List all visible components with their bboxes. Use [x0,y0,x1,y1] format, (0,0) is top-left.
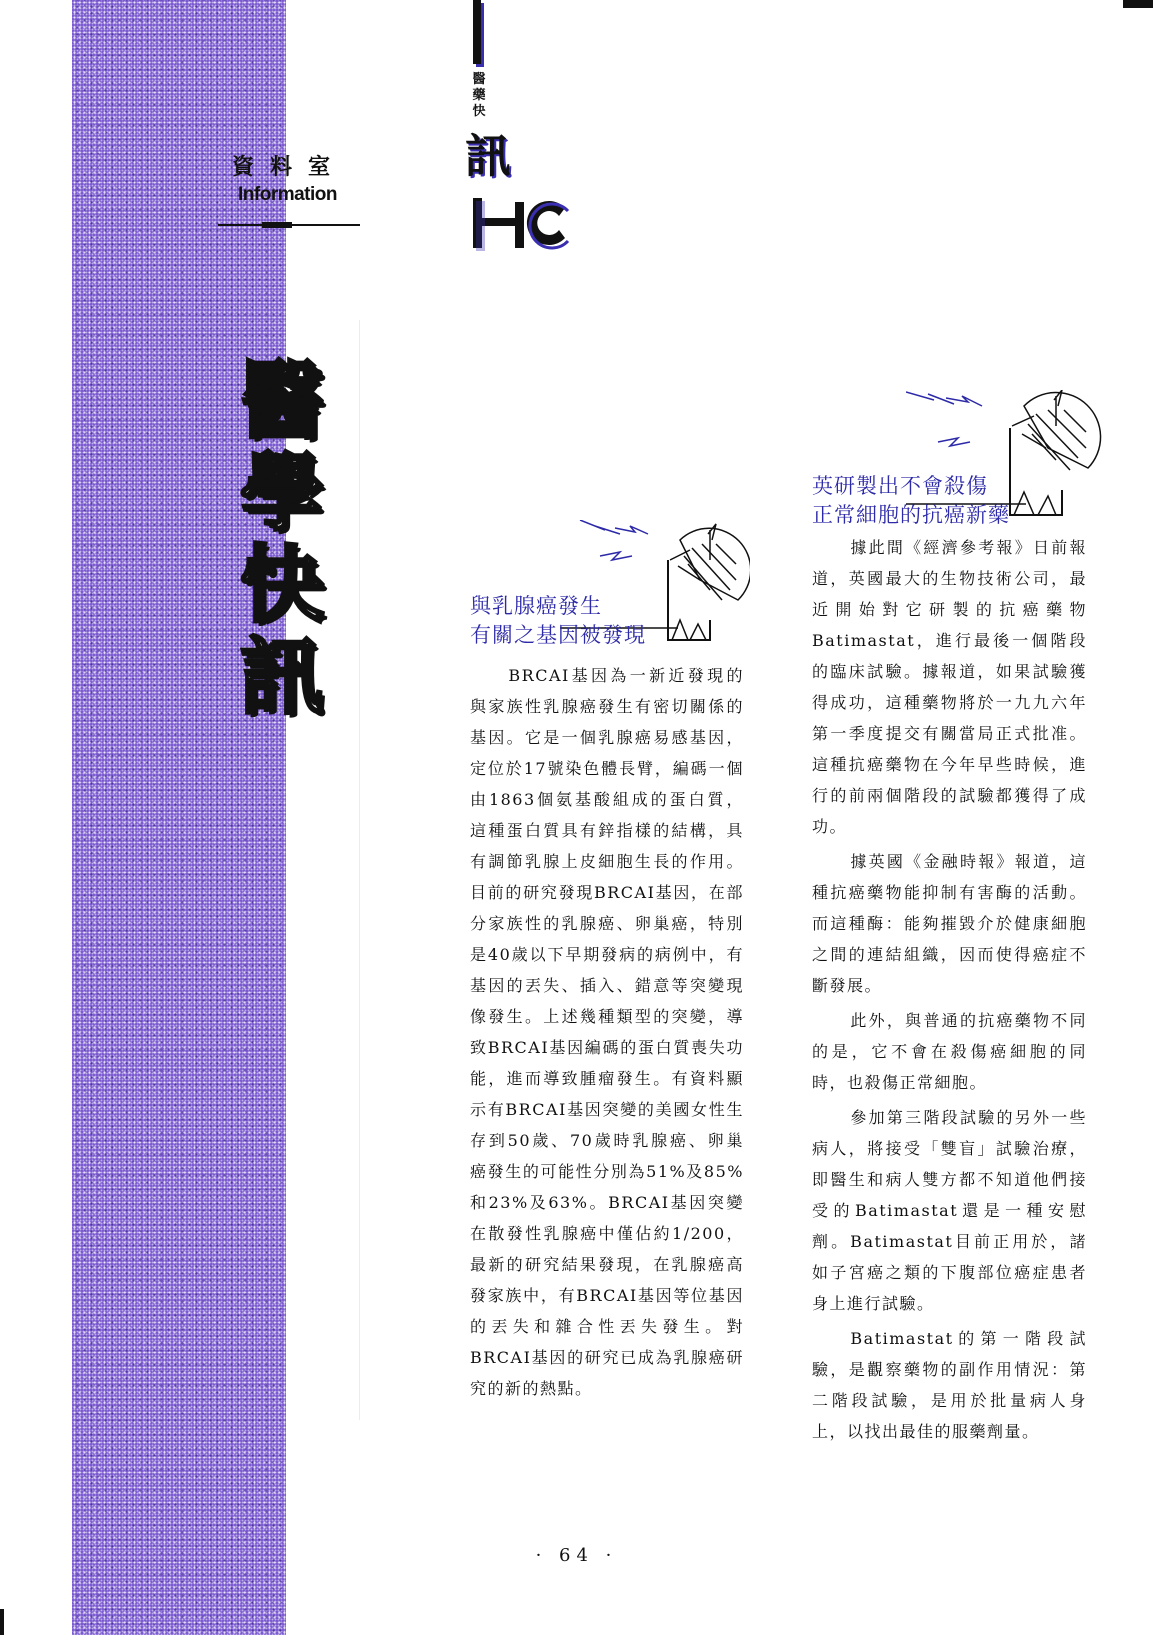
title-char: 訊 [239,628,324,726]
paragraph: BRCAI基因為一新近發現的與家族性乳腺癌發生有密切關係的基因。它是一個乳腺癌易感基因，定位於17號染色體長臂，編碼一個由1863個氨基酸組成的蛋白質，這種蛋白質具有鋅指樣的結構，具有調節乳腺上皮細胞生長的作用。目前的研究發現BRCAI基因，在部分家族性的乳腺癌、卵巢癌，特別是40歲以下早期發病的病例中，有基因的丟失、插入、錯意等突變現像發生。上述幾種類型的突變，導致BRCAI基因編碼的蛋白質喪失功能，進而導致腫瘤發生。有資料顯示有BRCAI基因突變的美國女性生存到50歲、70歲時乳腺癌、卵巢癌發生的可能性分別為51%及85%和23%及63%。BRCAI基因突變在散發性乳腺癌中僅佔約1/200，最新的研究結果發現，在乳腺癌高發家族中，有BRCAI基因等位基因的丟失和雜合性丟失發生。對BRCAI基因的研究已成為乳腺癌研究的新的熱點。 [470,666,744,1398]
title-line: 與乳腺癌發生 [470,594,602,618]
article-title [470,592,646,650]
crop-mark [0,1609,4,1635]
title-char: 快 [239,536,324,634]
title-char: 學 [239,444,324,542]
logo-char: 醫藥快 [472,72,486,119]
title-line: 英研製出不會殺傷 [812,474,988,498]
logo-vertical-text [471,72,487,120]
article-title [812,472,1010,530]
paragraph: Batimastat的第一階段試驗，是觀察藥物的副作用情況：第二階段試驗，是用於批量病人身上，以找出最佳的服藥劑量。 [812,1329,1087,1441]
section-title-en: Information [238,184,337,205]
title-line: 有關之基因被發現 [470,623,646,647]
column-logo [465,0,605,260]
paragraph: 參加第三階段試驗的另外一些病人，將接受「雙盲」試驗治療，即醫生和病人雙方都不知道他們接受的Batimastat還是一種安慰劑。Batimastat目前正用於，諸如子宮癌之類的下腹部位癌症患者身上進行試驗。 [812,1108,1087,1313]
logo-bar [473,0,481,64]
article-body [812,532,1087,1451]
paragraph: 此外，與普通的抗癌藥物不同的是，它不會在殺傷癌細胞的同時，也殺傷正常細胞。 [812,1011,1087,1092]
decorative-band [72,0,286,1635]
paragraph: 據此間《經濟參考報》日前報道，英國最大的生物技術公司，最近開始對它研製的抗癌藥物Batimastat，進行最後一個階段的臨床試驗。據報道，如果試驗獲得成功，這種藥物將於一九九六年第一季度提交有關當局正式批准。這種抗癌藥物在今年早些時候，進行的前兩個階段的試驗都獲得了成功。 [812,538,1087,836]
big-vertical-title [232,352,332,726]
logo-big-char: 訊 [465,129,511,183]
page-number: · 64 · [535,1545,618,1566]
crop-mark [1123,0,1153,8]
title-line: 正常細胞的抗癌新藥 [812,503,1010,527]
section-rule-accent [262,222,292,228]
article-body [470,660,744,1408]
section-title-cn: 資料室 [232,155,347,180]
paragraph: 據英國《金融時報》報道，這種抗癌藥物能抑制有害酶的活動。而這種酶：能夠摧毀介於健康細胞之間的連結組織，因而使得癌症不斷發展。 [812,852,1087,995]
hc-logo-icon [465,196,605,252]
title-char: 醫 [239,352,324,450]
divider [359,320,360,1420]
